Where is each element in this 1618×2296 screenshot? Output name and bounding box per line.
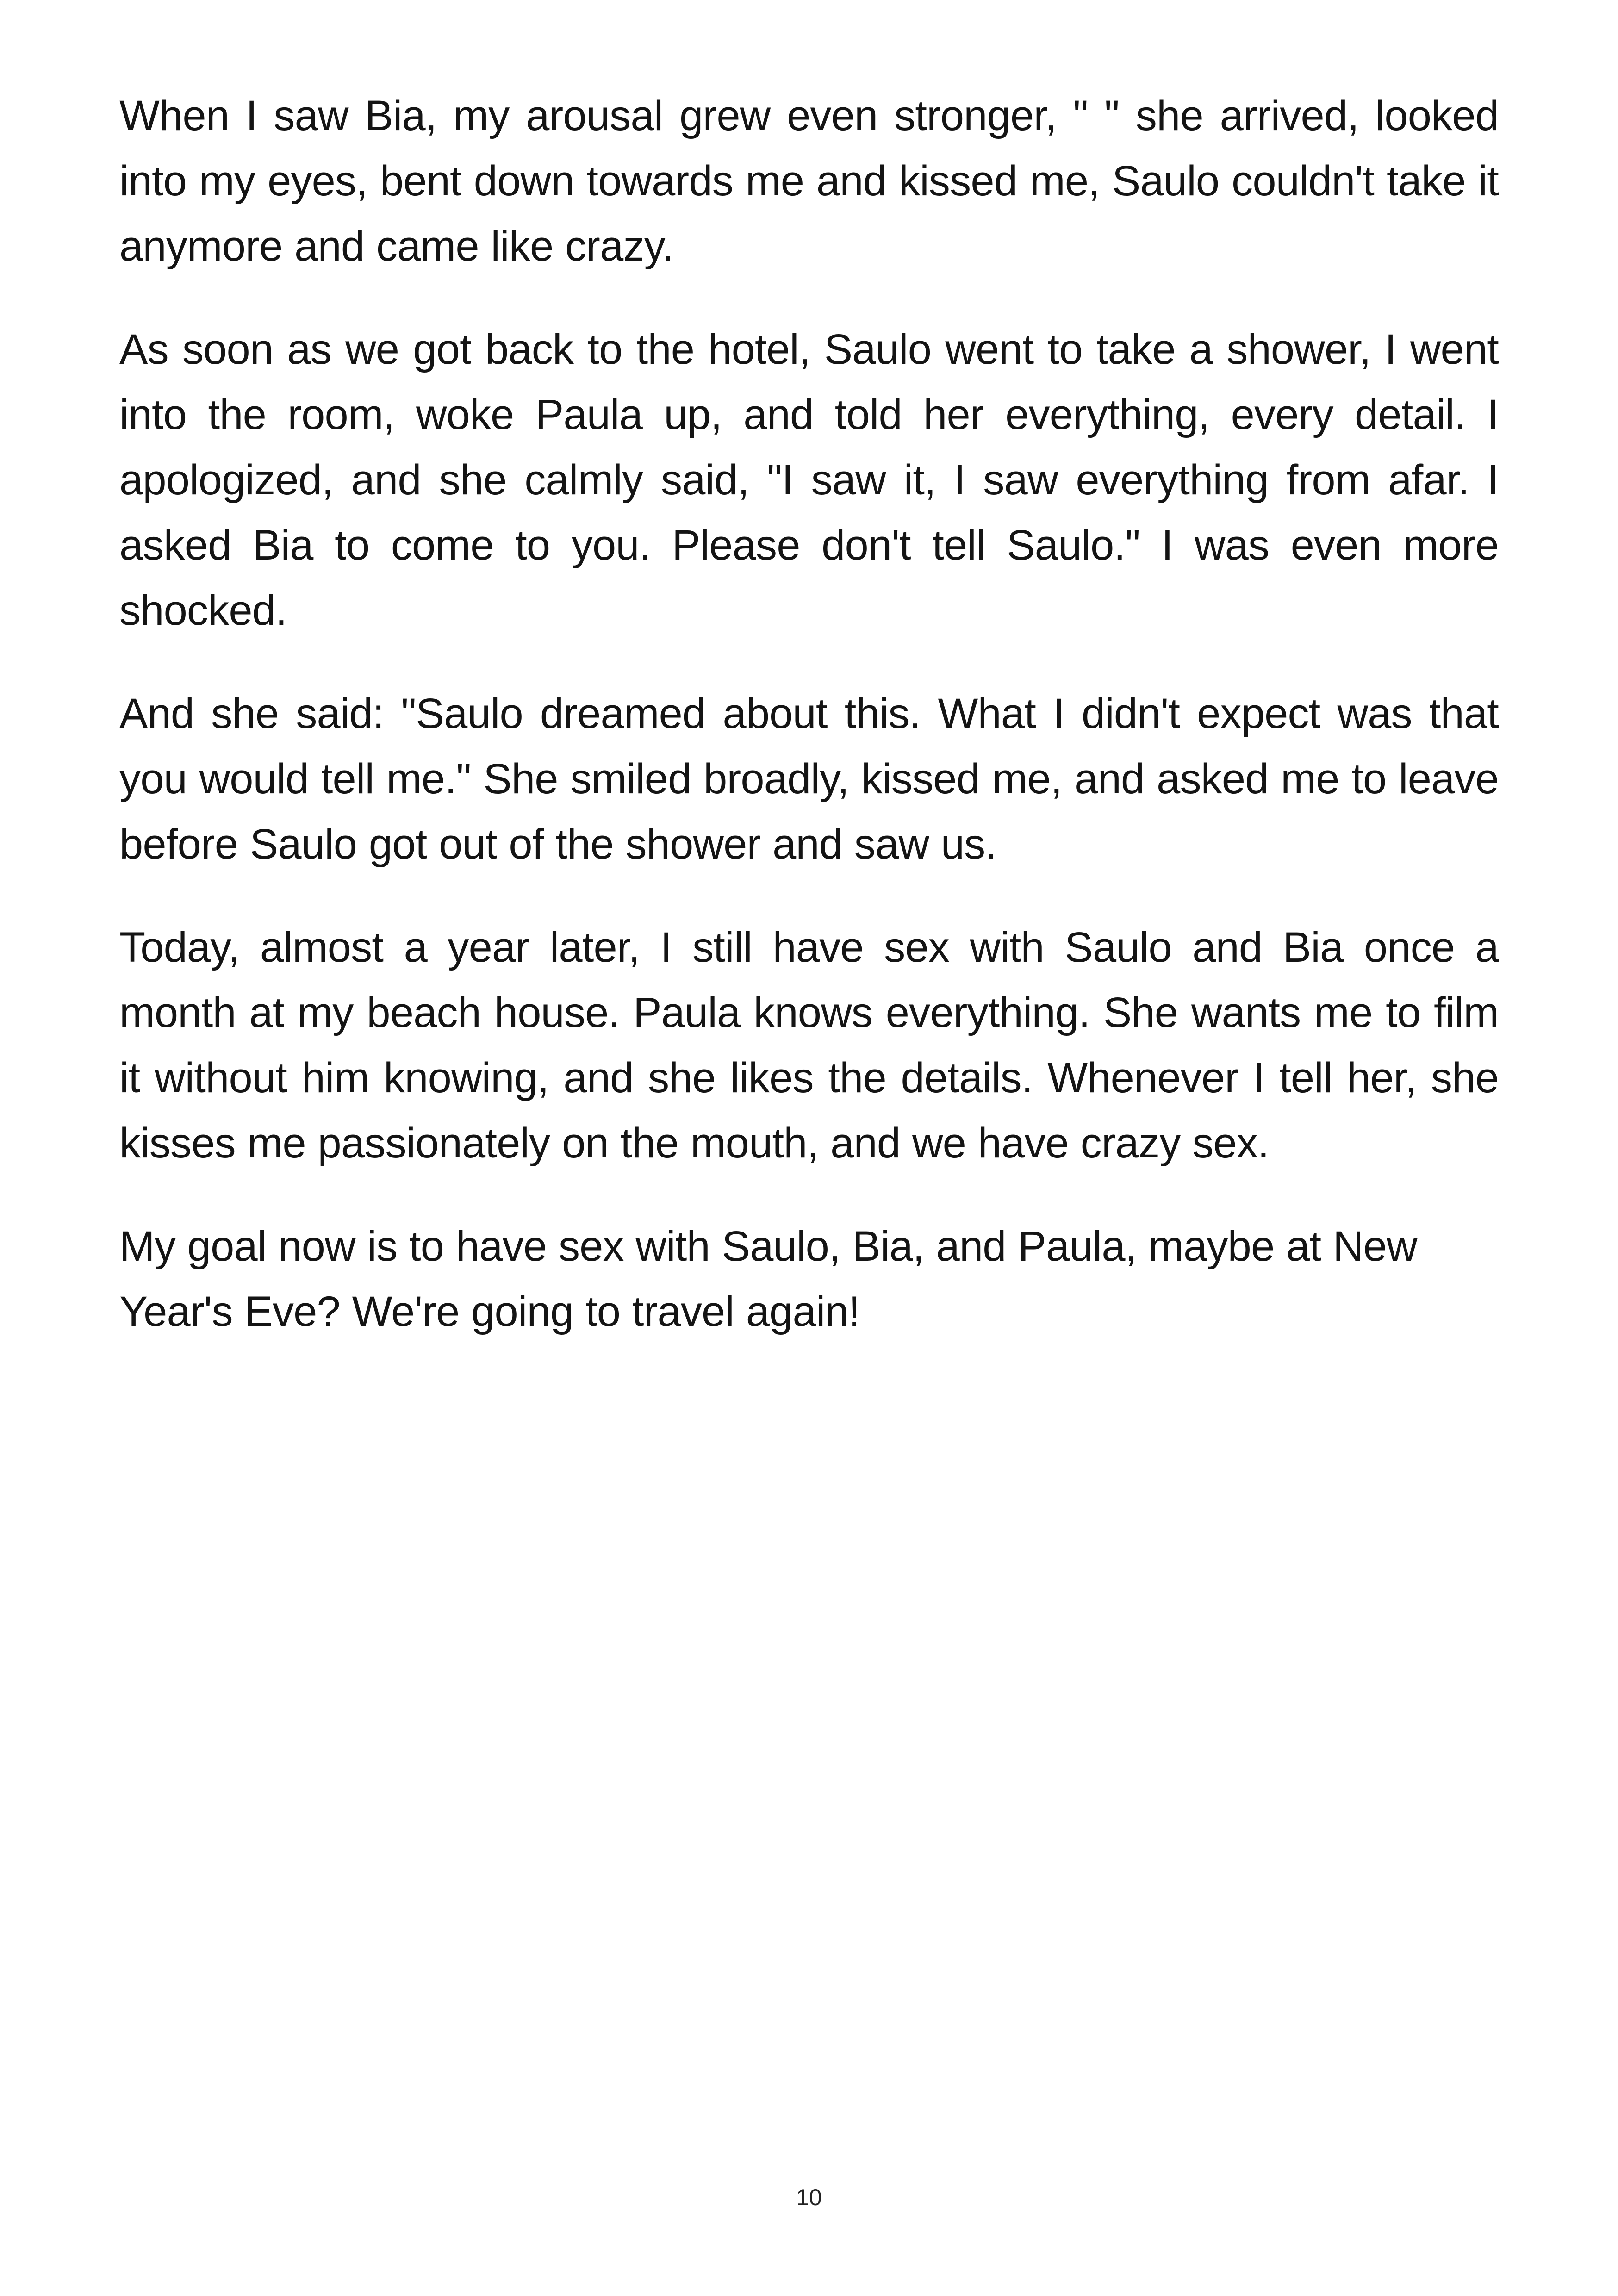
paragraph-1: When I saw Bia, my arousal grew even stronger, " " she arrived, looked into my eyes, bent down towards me and kissed me, Saulo couldn't take it anymore and came like crazy.	[119, 92, 1499, 270]
body-text	[119, 83, 1499, 1382]
page-number: 10	[796, 2184, 822, 2210]
paragraph-4: Today, almost a year later, I still have sex with Saulo and Bia once a month at my beach house. Paula knows everything. She wants me to film it without him knowing, and she likes the details. Whenever I tell her, she kisses me passionately on the mouth, and we have crazy sex.	[119, 924, 1499, 1167]
paragraph-5: My goal now is to have sex with Saulo, Bia, and Paula, maybe at New Year's Eve? We're going to travel again!	[119, 1223, 1417, 1335]
paragraph-3: And she said: "Saulo dreamed about this. What I didn't expect was that you would tell me." She smiled broadly, kissed me, and asked me to leave before Saulo got out of the shower and saw us.	[119, 690, 1499, 868]
paragraph-2: As soon as we got back to the hotel, Saulo went to take a shower, I went into the room, woke Paula up, and told her everything, every detail. I apologized, and she calmly said, "I saw it, I saw everything from afar. I asked Bia to come to you. Please don't tell Saulo." I was even more shocked.	[119, 326, 1499, 634]
